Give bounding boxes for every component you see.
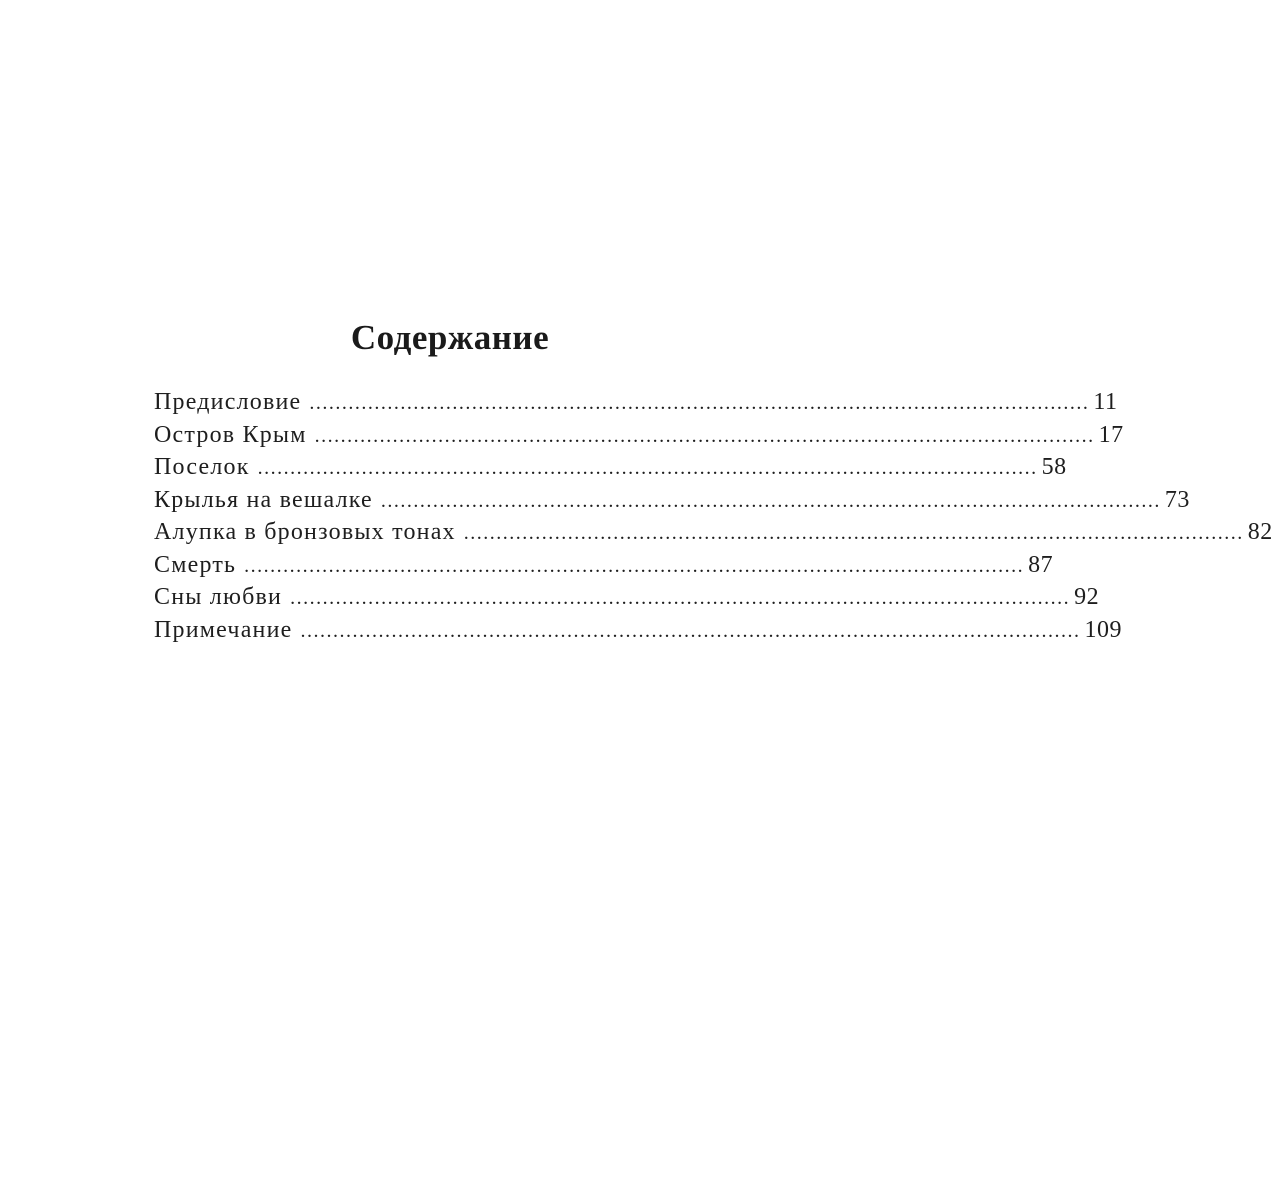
- toc-entry-title: Остров Крым: [154, 421, 307, 448]
- dot-leader: ........................................................................................................................: [244, 554, 1025, 577]
- toc-entry-page: 109: [1084, 616, 1122, 643]
- table-of-contents: [154, 386, 1273, 646]
- dot-leader: ........................................................................................................................: [463, 522, 1244, 544]
- dot-leader: ........................................................................................................................: [290, 587, 1071, 609]
- toc-entry-title: Крылья на вешалке: [154, 486, 373, 513]
- toc-entry-page: 92: [1074, 584, 1100, 610]
- toc-entry: [154, 419, 1124, 452]
- toc-entry: [154, 484, 1190, 517]
- toc-entry: [154, 516, 1273, 549]
- toc-entry-page: 58: [1041, 454, 1067, 480]
- toc-entry-page: 87: [1028, 551, 1054, 578]
- dot-leader: ........................................................................................................................: [309, 392, 1090, 414]
- dot-leader: ........................................................................................................................: [380, 489, 1161, 512]
- toc-entry: [154, 581, 1100, 614]
- toc-entry: [154, 549, 1054, 582]
- toc-entry-title: Алупка в бронзовых тонах: [154, 519, 456, 545]
- dot-leader: ........................................................................................................................: [257, 457, 1038, 479]
- page-title: Содержание: [350, 318, 550, 357]
- toc-entry-title: Сны любви: [154, 584, 283, 610]
- toc-entry-title: Предисловие: [154, 389, 302, 415]
- toc-entry: [154, 386, 1118, 419]
- toc-entry-page: 82: [1247, 519, 1273, 545]
- toc-entry-title: Примечание: [154, 616, 293, 643]
- toc-entry-title: Смерть: [154, 551, 237, 578]
- toc-entry-page: 73: [1164, 486, 1190, 513]
- toc-entry: [154, 451, 1067, 484]
- toc-entry-page: 11: [1093, 389, 1118, 415]
- toc-entry-title: Поселок: [154, 454, 250, 480]
- dot-leader: ........................................................................................................................: [314, 424, 1095, 447]
- toc-entry-page: 17: [1098, 421, 1124, 448]
- toc-entry: [154, 614, 1122, 647]
- dot-leader: ........................................................................................................................: [300, 619, 1081, 642]
